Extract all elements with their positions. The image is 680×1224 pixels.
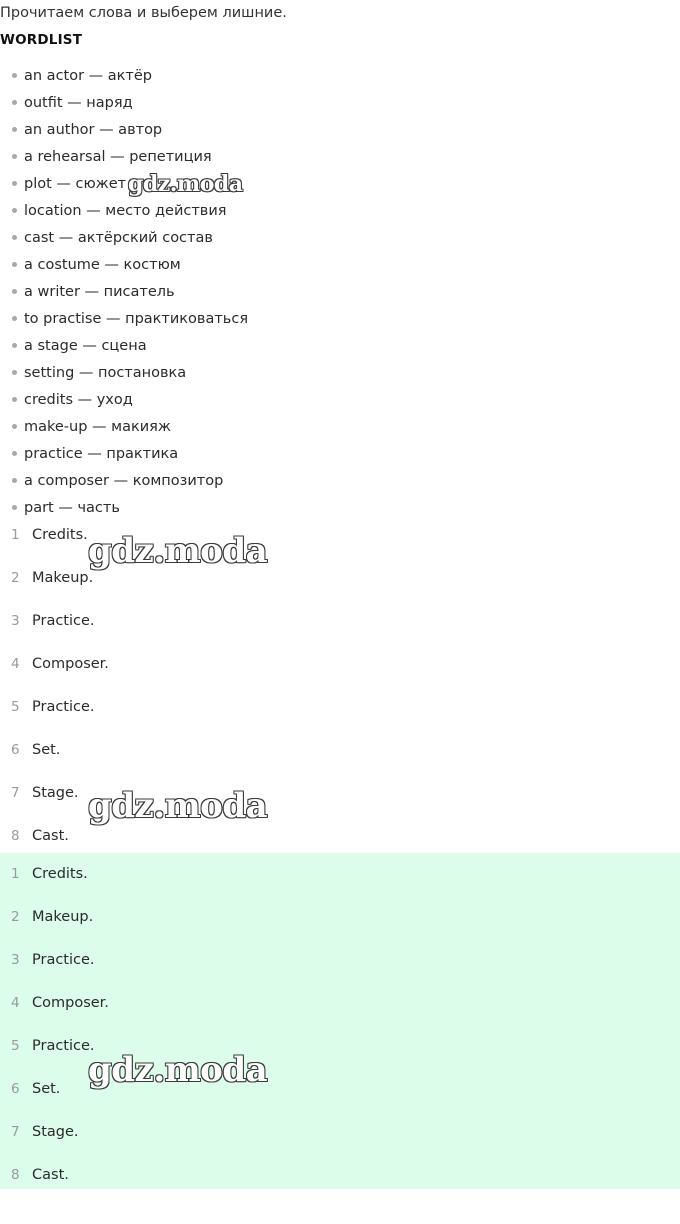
answer-number: 7 [11,1124,20,1140]
wordlist [0,63,248,522]
wordlist-item: practice — практика [0,441,248,468]
answer-text: Cast. [32,828,69,844]
answer-item [0,600,680,643]
intro-text: Прочитаем слова и выберем лишние. [0,5,287,21]
bullet-icon [12,127,17,132]
watermark: gdz.moda [88,1050,268,1090]
answer-number: 8 [11,1167,20,1183]
bullet-icon [12,370,17,375]
answer-item [0,982,680,1025]
answer-number: 7 [11,785,20,801]
bullet-icon [12,73,17,78]
wordlist-item: location — место действия [0,198,248,225]
answer-item [0,729,680,772]
answer-text: Cast. [32,1167,69,1183]
wordlist-item: setting — постановка [0,360,248,387]
answer-item [0,1025,680,1068]
answer-text: Composer. [32,995,109,1011]
answer-text: Practice. [32,1038,95,1054]
wordlist-item: credits — уход [0,387,248,414]
bullet-icon [12,262,17,267]
answer-text: Makeup. [32,909,94,925]
answer-number: 3 [11,613,20,629]
answer-item [0,853,680,896]
answer-text: Practice. [32,699,95,715]
answer-text: Credits. [32,866,88,882]
answer-number: 4 [11,995,20,1011]
answer-number: 5 [11,1038,20,1054]
wordlist-item: cast — актёрский состав [0,225,248,252]
watermark: gdz.moda [128,171,243,197]
answer-item [0,815,680,858]
answer-text: Practice. [32,613,95,629]
answer-number: 1 [11,527,20,543]
answer-item [0,896,680,939]
answer-item [0,1154,680,1197]
answer-item [0,1068,680,1111]
answer-number: 5 [11,699,20,715]
answer-item [0,1111,680,1154]
wordlist-item: an author — автор [0,117,248,144]
answer-text: Practice. [32,952,95,968]
wordlist-item: a rehearsal — репетиция [0,144,248,171]
wordlist-item: to practise — практиковаться [0,306,248,333]
answer-number: 2 [11,570,20,586]
bullet-icon [12,478,17,483]
highlighted-answer-list [0,853,680,1189]
bullet-icon [12,208,17,213]
wordlist-item: make-up — макияж [0,414,248,441]
answer-number: 6 [11,1081,20,1097]
answer-number: 3 [11,952,20,968]
wordlist-item: a costume — костюм [0,252,248,279]
bullet-icon [12,397,17,402]
bullet-icon [12,505,17,510]
answer-number: 8 [11,828,20,844]
answer-item [0,939,680,982]
watermark: gdz.moda [88,786,268,826]
bullet-icon [12,289,17,294]
bullet-icon [12,235,17,240]
watermark: gdz.moda [88,531,268,571]
bullet-icon [12,424,17,429]
answer-item [0,686,680,729]
wordlist-item: an actor — актёр [0,63,248,90]
answer-text: Makeup. [32,570,94,586]
answer-item [0,643,680,686]
bullet-icon [12,100,17,105]
answer-text: Composer. [32,656,109,672]
bullet-icon [12,316,17,321]
answer-item [0,514,680,557]
answer-number: 4 [11,656,20,672]
answer-text: Stage. [32,785,79,801]
answer-text: Credits. [32,527,88,543]
wordlist-item: a composer — композитор [0,468,248,495]
wordlist-item: plot — сюжет [0,171,248,198]
answer-list [0,514,680,858]
bullet-icon [12,181,17,186]
bullet-icon [12,343,17,348]
bullet-icon [12,451,17,456]
wordlist-item: part — часть [0,495,248,522]
answer-item [0,772,680,815]
answer-number: 6 [11,742,20,758]
answer-text: Set. [32,1081,61,1097]
answer-number: 1 [11,866,20,882]
bullet-icon [12,154,17,159]
wordlist-item: a stage — сцена [0,333,248,360]
wordlist-item: a writer — писатель [0,279,248,306]
answer-text: Stage. [32,1124,79,1140]
answer-number: 2 [11,909,20,925]
answer-item [0,557,680,600]
wordlist-item: outfit — наряд [0,90,248,117]
answer-text: Set. [32,742,61,758]
wordlist-heading: WORDLIST [0,32,83,48]
